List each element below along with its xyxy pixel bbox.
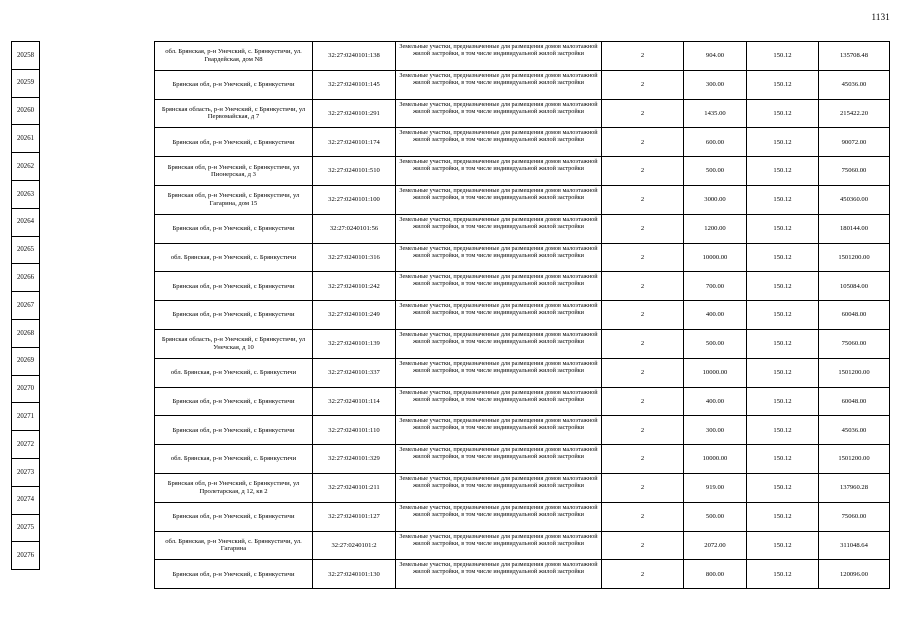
row-number-cell: 20270 bbox=[12, 375, 40, 403]
row-number-cell: 20269 bbox=[12, 347, 40, 375]
cadastral-value-cell: 120096.00 bbox=[819, 560, 890, 589]
group-cell: 2 bbox=[602, 128, 684, 157]
land-purpose-cell: Земельные участки, предназначенные для размещения домов малоэтажной жилой застройки, в том числе индивидуальной жилой застройки bbox=[396, 387, 602, 416]
cadastral-value-cell: 75060.00 bbox=[819, 502, 890, 531]
specific-value-cell: 150.12 bbox=[747, 42, 819, 71]
cadastral-number-cell: 32:27:0240101:138 bbox=[313, 42, 396, 71]
group-cell: 2 bbox=[602, 99, 684, 128]
row-number-cell: 20261 bbox=[12, 125, 40, 153]
land-purpose-cell: Земельные участки, предназначенные для размещения домов малоэтажной жилой застройки, в том числе индивидуальной жилой застройки bbox=[396, 445, 602, 474]
cadastral-number-cell: 32:27:0240101:130 bbox=[313, 560, 396, 589]
group-cell: 2 bbox=[602, 531, 684, 560]
specific-value-cell: 150.12 bbox=[747, 243, 819, 272]
row-number-cell: 20275 bbox=[12, 514, 40, 542]
group-cell: 2 bbox=[602, 387, 684, 416]
address-cell: Брянская обл, р-н Унечский, с Брянкустичи bbox=[155, 387, 313, 416]
row-number-row bbox=[12, 236, 40, 264]
row-number-cell: 20271 bbox=[12, 403, 40, 431]
cadastral-number-cell: 32:27:0240101:211 bbox=[313, 473, 396, 502]
cadastral-value-cell: 135708.48 bbox=[819, 42, 890, 71]
land-purpose-cell: Земельные участки, предназначенные для размещения домов малоэтажной жилой застройки, в том числе индивидуальной жилой застройки bbox=[396, 358, 602, 387]
cadastral-value-cell: 450360.00 bbox=[819, 185, 890, 214]
land-purpose-cell: Земельные участки, предназначенные для размещения домов малоэтажной жилой застройки, в том числе индивидуальной жилой застройки bbox=[396, 42, 602, 71]
table-row bbox=[155, 502, 890, 531]
address-cell: обл. Брянская, р-н Унечский, с. Брянкустичи bbox=[155, 243, 313, 272]
address-cell: Брянская обл, р-н Унечский, с Брянкустичи bbox=[155, 214, 313, 243]
row-number-row bbox=[12, 42, 40, 70]
row-number-row bbox=[12, 403, 40, 431]
cadastral-number-cell: 32:27:0240101:56 bbox=[313, 214, 396, 243]
address-cell: обл. Брянская, р-н Унечский, с. Брянкустичи, ул. Гагарина bbox=[155, 531, 313, 560]
row-number-row bbox=[12, 125, 40, 153]
table-row bbox=[155, 243, 890, 272]
cadastral-value-cell: 60048.00 bbox=[819, 387, 890, 416]
group-cell: 2 bbox=[602, 157, 684, 186]
area-cell: 400.00 bbox=[684, 301, 747, 330]
address-cell: Брянская обл, р-н Унечский, с Брянкустичи bbox=[155, 301, 313, 330]
row-number-row bbox=[12, 486, 40, 514]
table-row bbox=[155, 329, 890, 358]
specific-value-cell: 150.12 bbox=[747, 416, 819, 445]
address-cell: Брянская обл, р-н Унечский, с Брянкустичи, ул Пролетарская, д 12, кв 2 bbox=[155, 473, 313, 502]
cadastral-value-cell: 137960.28 bbox=[819, 473, 890, 502]
row-number-row bbox=[12, 69, 40, 97]
row-number-row bbox=[12, 264, 40, 292]
cadastral-value-cell: 75060.00 bbox=[819, 329, 890, 358]
row-number-cell: 20266 bbox=[12, 264, 40, 292]
table-row bbox=[155, 99, 890, 128]
specific-value-cell: 150.12 bbox=[747, 531, 819, 560]
group-cell: 2 bbox=[602, 445, 684, 474]
cadastral-value-cell: 45036.00 bbox=[819, 416, 890, 445]
land-purpose-cell: Земельные участки, предназначенные для размещения домов малоэтажной жилой застройки, в том числе индивидуальной жилой застройки bbox=[396, 272, 602, 301]
land-purpose-cell: Земельные участки, предназначенные для размещения домов малоэтажной жилой застройки, в том числе индивидуальной жилой застройки bbox=[396, 560, 602, 589]
row-number-cell: 20264 bbox=[12, 208, 40, 236]
area-cell: 10000.00 bbox=[684, 243, 747, 272]
area-cell: 2072.00 bbox=[684, 531, 747, 560]
area-cell: 500.00 bbox=[684, 329, 747, 358]
table-row bbox=[155, 387, 890, 416]
row-number-cell: 20262 bbox=[12, 153, 40, 181]
table-row bbox=[155, 301, 890, 330]
cadastral-number-cell: 32:27:0240101:291 bbox=[313, 99, 396, 128]
specific-value-cell: 150.12 bbox=[747, 445, 819, 474]
cadastral-number-cell: 32:27:0240101:145 bbox=[313, 70, 396, 99]
specific-value-cell: 150.12 bbox=[747, 560, 819, 589]
table-row bbox=[155, 416, 890, 445]
group-cell: 2 bbox=[602, 473, 684, 502]
specific-value-cell: 150.12 bbox=[747, 473, 819, 502]
address-cell: Брянская область, р-н Унечский, с Брянкустичи, ул Первомайская, д 7 bbox=[155, 99, 313, 128]
land-purpose-cell: Земельные участки, предназначенные для размещения домов малоэтажной жилой застройки, в том числе индивидуальной жилой застройки bbox=[396, 243, 602, 272]
land-purpose-cell: Земельные участки, предназначенные для размещения домов малоэтажной жилой застройки, в том числе индивидуальной жилой застройки bbox=[396, 128, 602, 157]
specific-value-cell: 150.12 bbox=[747, 502, 819, 531]
group-cell: 2 bbox=[602, 272, 684, 301]
cadastral-number-cell: 32:27:0240101:2 bbox=[313, 531, 396, 560]
land-purpose-cell: Земельные участки, предназначенные для размещения домов малоэтажной жилой застройки, в том числе индивидуальной жилой застройки bbox=[396, 99, 602, 128]
table-row bbox=[155, 185, 890, 214]
table-row bbox=[155, 560, 890, 589]
area-cell: 800.00 bbox=[684, 560, 747, 589]
specific-value-cell: 150.12 bbox=[747, 387, 819, 416]
specific-value-cell: 150.12 bbox=[747, 272, 819, 301]
area-cell: 1200.00 bbox=[684, 214, 747, 243]
area-cell: 919.00 bbox=[684, 473, 747, 502]
land-purpose-cell: Земельные участки, предназначенные для размещения домов малоэтажной жилой застройки, в том числе индивидуальной жилой застройки bbox=[396, 473, 602, 502]
cadastral-value-cell: 75060.00 bbox=[819, 157, 890, 186]
address-cell: Брянская область, р-н Унечский, с Брянкустичи, ул Унечская, д 10 bbox=[155, 329, 313, 358]
table-row bbox=[155, 445, 890, 474]
land-purpose-cell: Земельные участки, предназначенные для размещения домов малоэтажной жилой застройки, в том числе индивидуальной жилой застройки bbox=[396, 416, 602, 445]
row-number-cell: 20263 bbox=[12, 180, 40, 208]
table-row bbox=[155, 531, 890, 560]
cadastral-value-table bbox=[154, 41, 890, 589]
row-number-row bbox=[12, 292, 40, 320]
cadastral-number-cell: 32:27:0240101:249 bbox=[313, 301, 396, 330]
group-cell: 2 bbox=[602, 185, 684, 214]
land-purpose-cell: Земельные участки, предназначенные для размещения домов малоэтажной жилой застройки, в том числе индивидуальной жилой застройки bbox=[396, 531, 602, 560]
cadastral-number-cell: 32:27:0240101:337 bbox=[313, 358, 396, 387]
specific-value-cell: 150.12 bbox=[747, 358, 819, 387]
row-number-row bbox=[12, 153, 40, 181]
row-number-cell: 20274 bbox=[12, 486, 40, 514]
group-cell: 2 bbox=[602, 329, 684, 358]
row-number-row bbox=[12, 347, 40, 375]
table-row bbox=[155, 214, 890, 243]
address-cell: Брянская обл, р-н Унечский, с Брянкустичи, ул Гагарина, дом 15 bbox=[155, 185, 313, 214]
row-number-row bbox=[12, 375, 40, 403]
specific-value-cell: 150.12 bbox=[747, 301, 819, 330]
row-number-row bbox=[12, 458, 40, 486]
row-number-row bbox=[12, 542, 40, 570]
cadastral-value-cell: 60048.00 bbox=[819, 301, 890, 330]
cadastral-number-cell: 32:27:0240101:329 bbox=[313, 445, 396, 474]
row-number-row bbox=[12, 431, 40, 459]
address-cell: Брянская обл, р-н Унечский, с Брянкустичи bbox=[155, 70, 313, 99]
address-cell: обл. Брянская, р-н Унечский, с. Брянкустичи bbox=[155, 358, 313, 387]
cadastral-number-cell: 32:27:0240101:316 bbox=[313, 243, 396, 272]
row-number-cell: 20259 bbox=[12, 69, 40, 97]
table-row bbox=[155, 42, 890, 71]
address-cell: обл. Брянская, р-н Унечский, с. Брянкустичи, ул. Гвардейская, дом N8 bbox=[155, 42, 313, 71]
cadastral-number-cell: 32:27:0240101:100 bbox=[313, 185, 396, 214]
table-row bbox=[155, 272, 890, 301]
row-number-cell: 20258 bbox=[12, 42, 40, 70]
cadastral-number-cell: 32:27:0240101:510 bbox=[313, 157, 396, 186]
cadastral-number-cell: 32:27:0240101:110 bbox=[313, 416, 396, 445]
land-purpose-cell: Земельные участки, предназначенные для размещения домов малоэтажной жилой застройки, в том числе индивидуальной жилой застройки bbox=[396, 185, 602, 214]
row-number-row bbox=[12, 97, 40, 125]
address-cell: Брянская обл, р-н Унечский, с Брянкустичи bbox=[155, 560, 313, 589]
group-cell: 2 bbox=[602, 301, 684, 330]
row-number-cell: 20268 bbox=[12, 319, 40, 347]
group-cell: 2 bbox=[602, 70, 684, 99]
cadastral-number-cell: 32:27:0240101:127 bbox=[313, 502, 396, 531]
area-cell: 400.00 bbox=[684, 387, 747, 416]
area-cell: 1435.00 bbox=[684, 99, 747, 128]
row-number-row bbox=[12, 180, 40, 208]
address-cell: Брянская обл, р-н Унечский, с Брянкустичи, ул Пионерская, д 3 bbox=[155, 157, 313, 186]
table-row bbox=[155, 473, 890, 502]
cadastral-value-cell: 1501200.00 bbox=[819, 445, 890, 474]
cadastral-number-cell: 32:27:0240101:242 bbox=[313, 272, 396, 301]
group-cell: 2 bbox=[602, 42, 684, 71]
row-number-row bbox=[12, 208, 40, 236]
address-cell: Брянская обл, р-н Унечский, с Брянкустичи bbox=[155, 502, 313, 531]
cadastral-number-cell: 32:27:0240101:139 bbox=[313, 329, 396, 358]
address-cell: Брянская обл, р-н Унечский, с Брянкустичи bbox=[155, 416, 313, 445]
area-cell: 904.00 bbox=[684, 42, 747, 71]
cadastral-number-cell: 32:27:0240101:114 bbox=[313, 387, 396, 416]
land-purpose-cell: Земельные участки, предназначенные для размещения домов малоэтажной жилой застройки, в том числе индивидуальной жилой застройки bbox=[396, 214, 602, 243]
land-purpose-cell: Земельные участки, предназначенные для размещения домов малоэтажной жилой застройки, в том числе индивидуальной жилой застройки bbox=[396, 301, 602, 330]
group-cell: 2 bbox=[602, 502, 684, 531]
cadastral-value-cell: 45036.00 bbox=[819, 70, 890, 99]
cadastral-value-cell: 105084.00 bbox=[819, 272, 890, 301]
address-cell: обл. Брянская, р-н Унечский, с. Брянкустичи bbox=[155, 445, 313, 474]
specific-value-cell: 150.12 bbox=[747, 214, 819, 243]
group-cell: 2 bbox=[602, 358, 684, 387]
land-purpose-cell: Земельные участки, предназначенные для размещения домов малоэтажной жилой застройки, в том числе индивидуальной жилой застройки bbox=[396, 329, 602, 358]
area-cell: 600.00 bbox=[684, 128, 747, 157]
row-number-cell: 20272 bbox=[12, 431, 40, 459]
area-cell: 3000.00 bbox=[684, 185, 747, 214]
table-row bbox=[155, 70, 890, 99]
specific-value-cell: 150.12 bbox=[747, 70, 819, 99]
cadastral-number-cell: 32:27:0240101:174 bbox=[313, 128, 396, 157]
area-cell: 300.00 bbox=[684, 70, 747, 99]
cadastral-value-cell: 215422.20 bbox=[819, 99, 890, 128]
group-cell: 2 bbox=[602, 214, 684, 243]
area-cell: 700.00 bbox=[684, 272, 747, 301]
row-number-row bbox=[12, 514, 40, 542]
specific-value-cell: 150.12 bbox=[747, 99, 819, 128]
group-cell: 2 bbox=[602, 416, 684, 445]
cadastral-value-cell: 311048.64 bbox=[819, 531, 890, 560]
area-cell: 300.00 bbox=[684, 416, 747, 445]
group-cell: 2 bbox=[602, 243, 684, 272]
land-purpose-cell: Земельные участки, предназначенные для размещения домов малоэтажной жилой застройки, в том числе индивидуальной жилой застройки bbox=[396, 70, 602, 99]
specific-value-cell: 150.12 bbox=[747, 329, 819, 358]
row-number-row bbox=[12, 319, 40, 347]
land-purpose-cell: Земельные участки, предназначенные для размещения домов малоэтажной жилой застройки, в том числе индивидуальной жилой застройки bbox=[396, 502, 602, 531]
area-cell: 500.00 bbox=[684, 157, 747, 186]
specific-value-cell: 150.12 bbox=[747, 128, 819, 157]
cadastral-value-cell: 180144.00 bbox=[819, 214, 890, 243]
row-number-cell: 20260 bbox=[12, 97, 40, 125]
area-cell: 10000.00 bbox=[684, 445, 747, 474]
specific-value-cell: 150.12 bbox=[747, 185, 819, 214]
cadastral-value-cell: 1501200.00 bbox=[819, 243, 890, 272]
cadastral-value-cell: 90072.00 bbox=[819, 128, 890, 157]
table-row bbox=[155, 157, 890, 186]
row-number-cell: 20267 bbox=[12, 292, 40, 320]
row-number-cell: 20276 bbox=[12, 542, 40, 570]
table-row bbox=[155, 358, 890, 387]
land-purpose-cell: Земельные участки, предназначенные для размещения домов малоэтажной жилой застройки, в том числе индивидуальной жилой застройки bbox=[396, 157, 602, 186]
address-cell: Брянская обл, р-н Унечский, с Брянкустичи bbox=[155, 128, 313, 157]
table-row bbox=[155, 128, 890, 157]
address-cell: Брянская обл, р-н Унечский, с Брянкустичи bbox=[155, 272, 313, 301]
specific-value-cell: 150.12 bbox=[747, 157, 819, 186]
group-cell: 2 bbox=[602, 560, 684, 589]
row-number-cell: 20273 bbox=[12, 458, 40, 486]
row-number-cell: 20265 bbox=[12, 236, 40, 264]
cadastral-value-cell: 1501200.00 bbox=[819, 358, 890, 387]
area-cell: 500.00 bbox=[684, 502, 747, 531]
row-number-column bbox=[11, 41, 40, 570]
area-cell: 10000.00 bbox=[684, 358, 747, 387]
page-number: 1131 bbox=[871, 12, 890, 22]
